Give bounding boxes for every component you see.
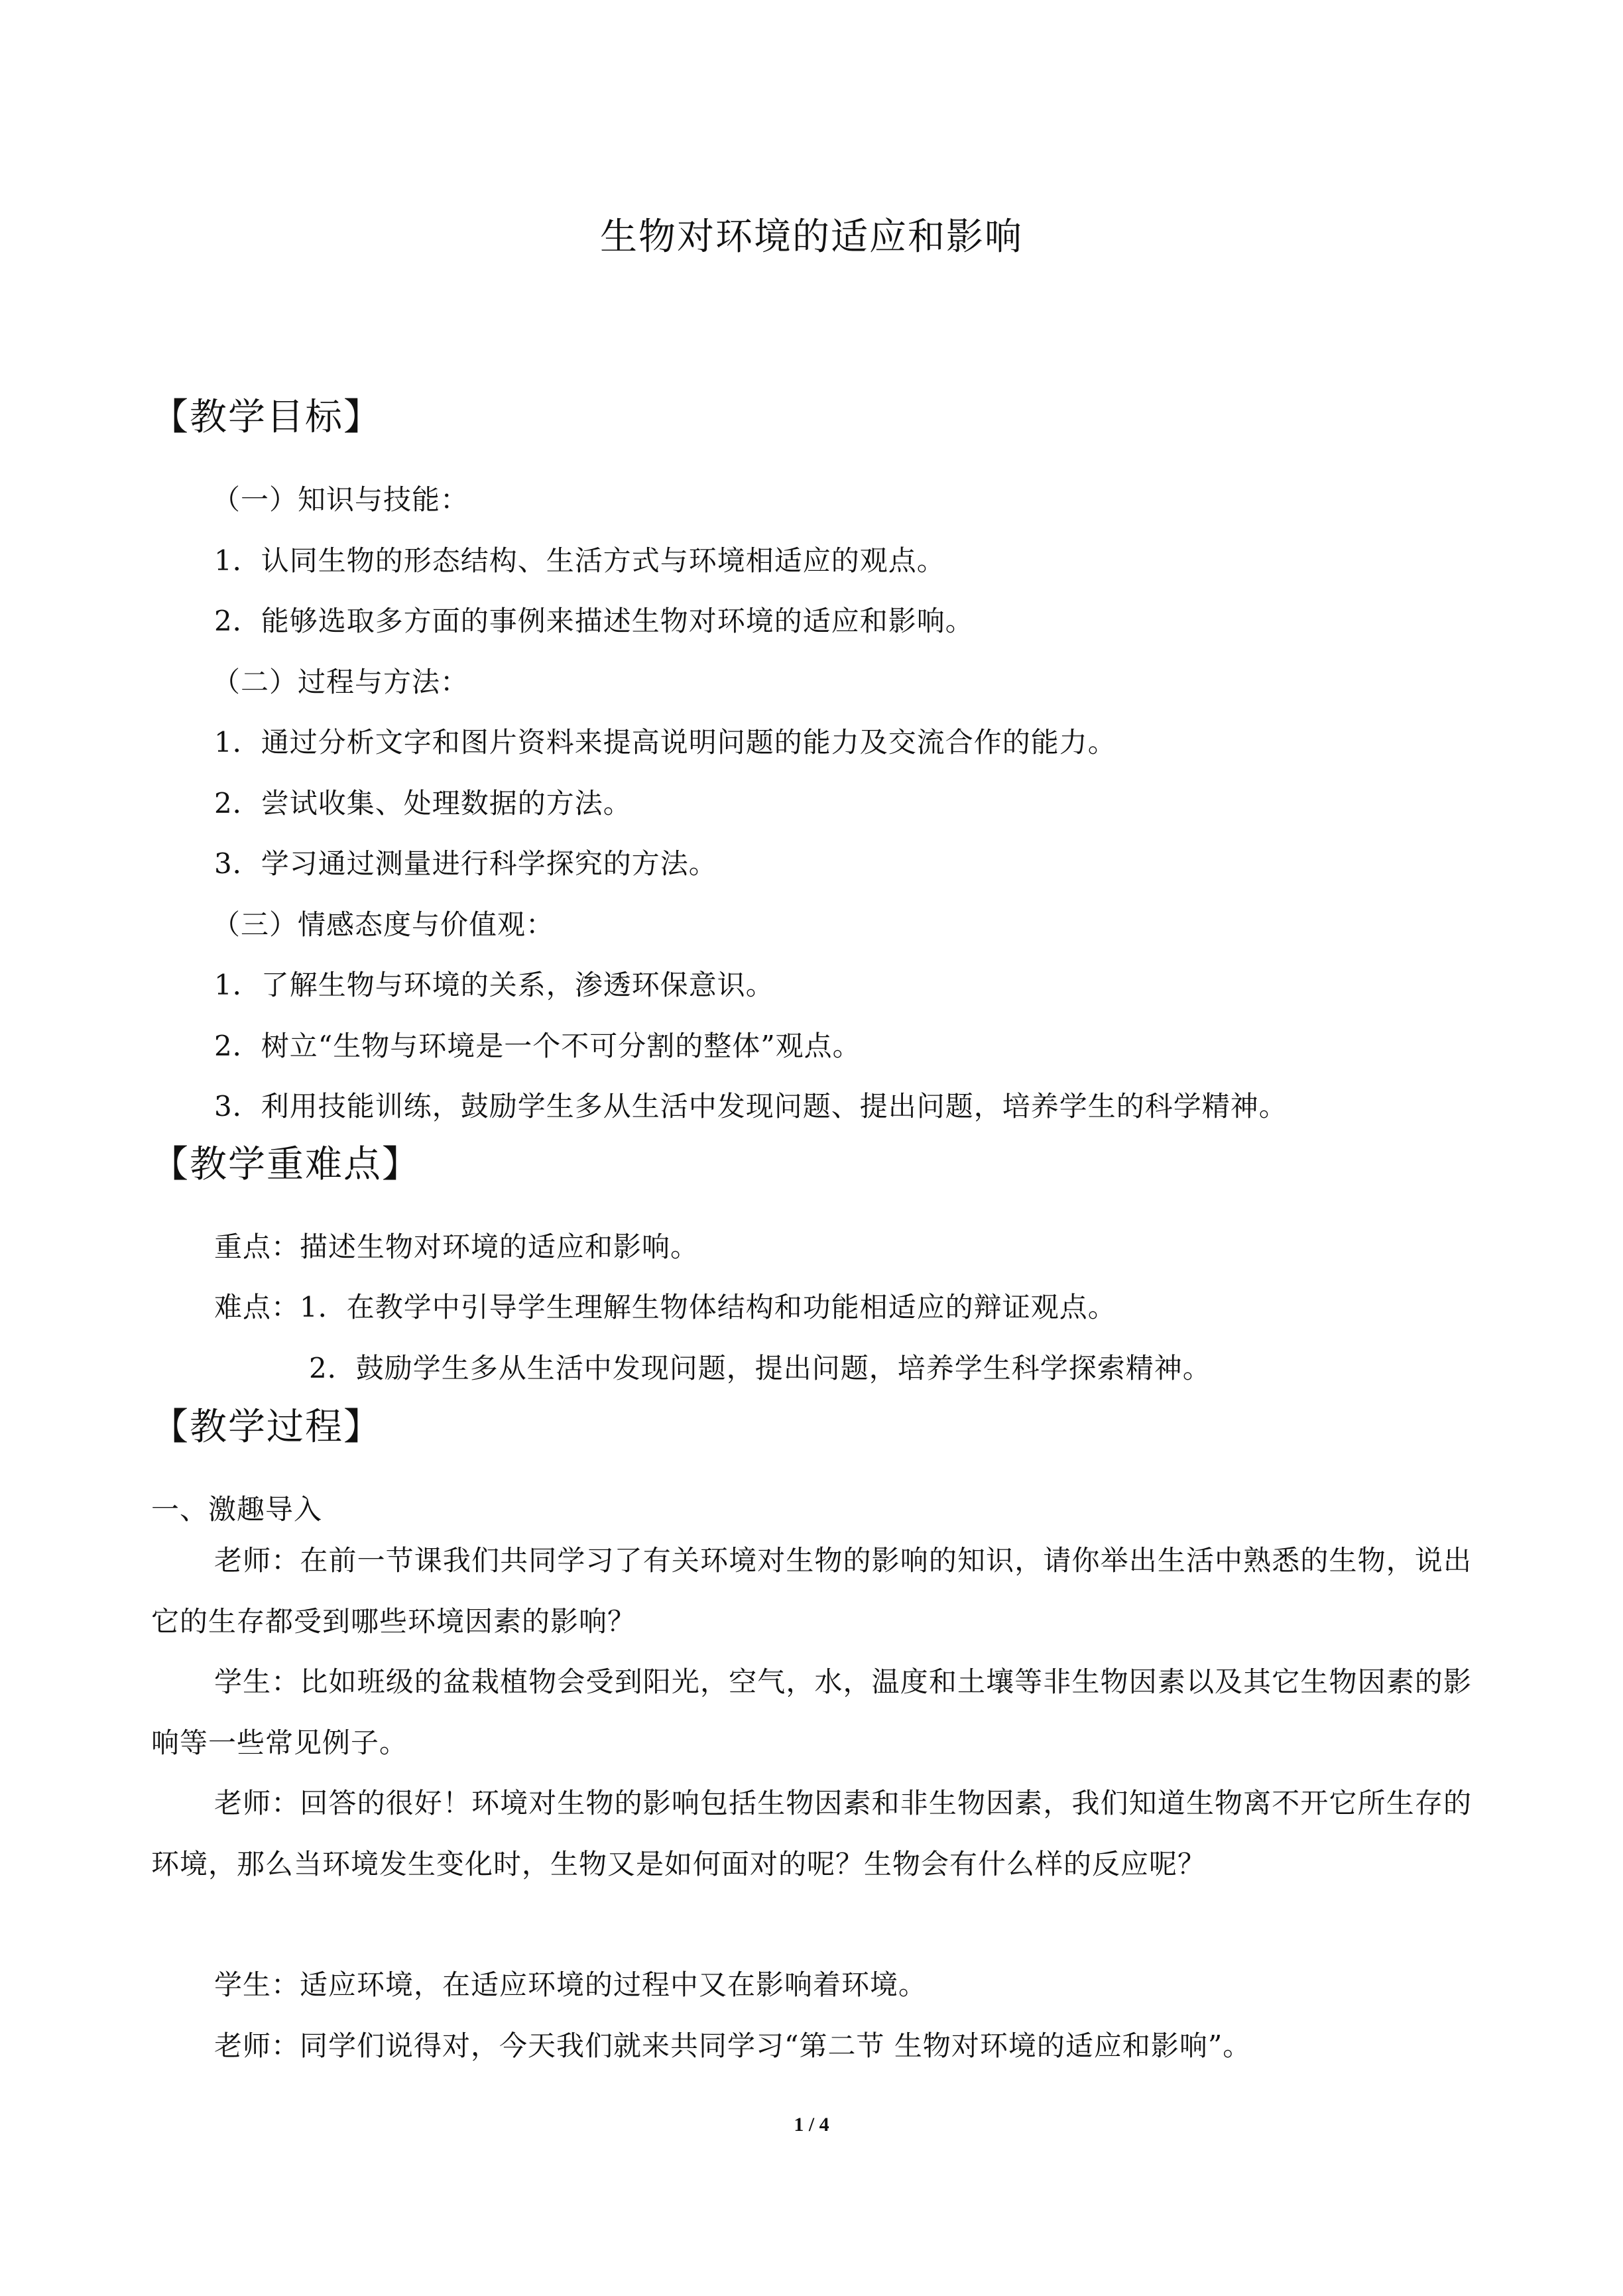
- dialogue-paragraph: 老师：在前一节课我们共同学习了有关环境对生物的影响的知识，请你举出生活中熟悉的生物，说出它的生存都受到哪些环境因素的影响？: [151, 1544, 1472, 1638]
- difficulty-point: 难点：1．在教学中引导学生理解生物体结构和功能相适应的辩证观点。: [214, 1291, 1116, 1323]
- key-point: 重点：描述生物对环境的适应和影响。: [214, 1231, 699, 1263]
- subsection-process-method: （二）过程与方法：: [212, 666, 469, 698]
- dialogue-paragraph: 学生：适应环境，在适应环境的过程中又在影响着环境。: [214, 1968, 928, 2001]
- objective-item: 1．通过分析文字和图片资料来提高说明问题的能力及交流合作的能力。: [214, 726, 1116, 758]
- dialogue-paragraph: 学生：比如班级的盆栽植物会受到阳光，空气，水，温度和土壤等非生物因素以及其它生物因素的影响等一些常见例子。: [151, 1665, 1472, 1759]
- objective-item: 2．树立“生物与环境是一个不可分割的整体”观点。: [214, 1030, 861, 1062]
- dialogue-paragraph: 老师：回答的很好！环境对生物的影响包括生物因素和非生物因素，我们知道生物离不开它所生存的环境，那么当环境发生变化时，生物又是如何面对的呢？生物会有什么样的反应呢？: [151, 1787, 1472, 1880]
- section-heading-process: 【教学过程】: [151, 1406, 382, 1449]
- dialogue-paragraph: 老师：同学们说得对，今天我们就来共同学习“第二节 生物对环境的适应和影响”。: [214, 2029, 1252, 2062]
- subsection-attitude-values: （三）情感态度与价值观：: [212, 908, 555, 941]
- objective-item: 3．利用技能训练，鼓励学生多从生活中发现问题、提出问题，培养学生的科学精神。: [214, 1090, 1288, 1122]
- subsection-knowledge-skills: （一）知识与技能：: [212, 483, 469, 516]
- difficulty-point: 2．鼓励学生多从生活中发现问题，提出问题，培养学生科学探索精神。: [309, 1352, 1211, 1384]
- page-title: 生物对环境的适应和影响: [600, 215, 1023, 259]
- section-heading-objectives: 【教学目标】: [151, 396, 382, 439]
- objective-item: 1．认同生物的形态结构、生活方式与环境相适应的观点。: [214, 544, 945, 577]
- page-number: 1 / 4: [794, 2114, 829, 2136]
- objective-item: 3．学习通过测量进行科学探究的方法。: [214, 847, 717, 880]
- section-heading-key-points: 【教学重难点】: [151, 1143, 420, 1186]
- objective-item: 2．尝试收集、处理数据的方法。: [214, 787, 632, 819]
- objective-item: 2．能够选取多方面的事例来描述生物对环境的适应和影响。: [214, 605, 974, 637]
- process-step-title: 一、激趣导入: [151, 1493, 323, 1526]
- objective-item: 1．了解生物与环境的关系，渗透环保意识。: [214, 969, 774, 1001]
